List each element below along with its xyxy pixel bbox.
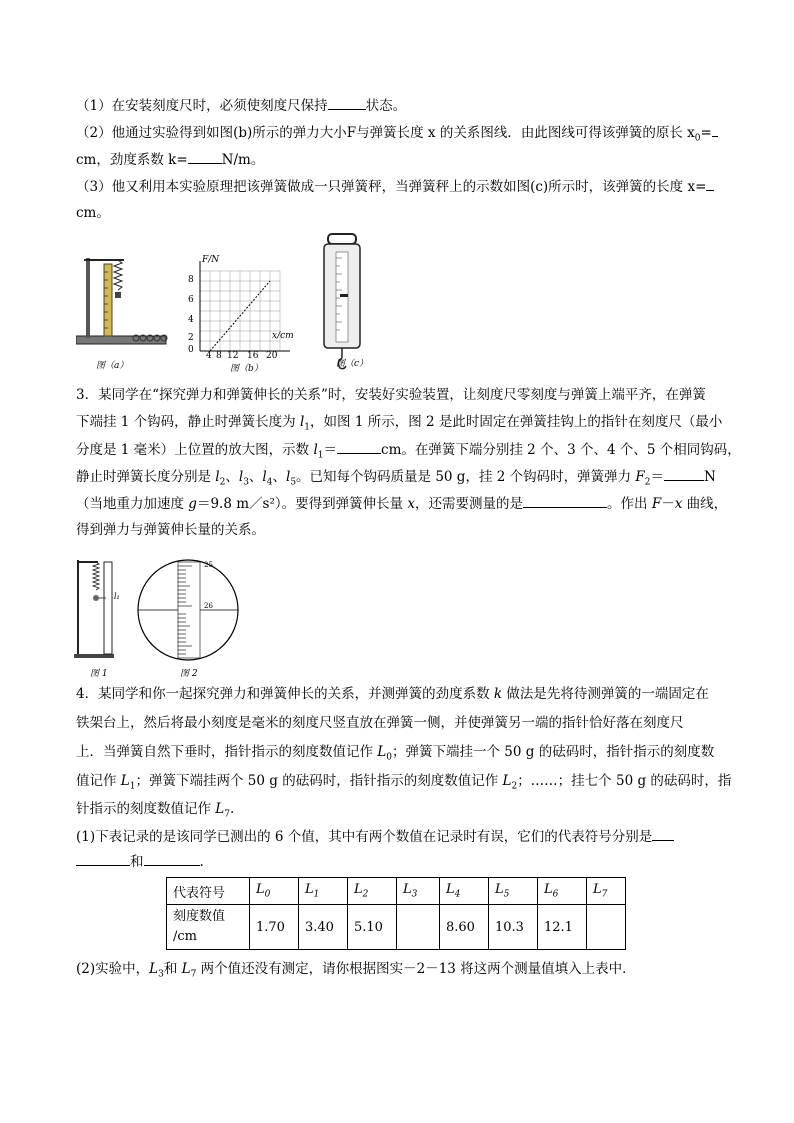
table-row [167, 878, 626, 905]
q3-line5: （当地重力加速度 g＝9.8 m／s²）。要得到弹簧伸长量 x，还需要测量的是 。作出 F－x 曲线， [76, 496, 728, 512]
figure-2-caption: 图 2 [180, 669, 198, 679]
ytick: 8 [188, 275, 194, 285]
table-row [167, 905, 626, 950]
answer-blank[interactable] [337, 440, 381, 454]
q3-line6: 得到弹力与弹簧伸长量的关系。 [76, 522, 265, 538]
scale-upper-label: 25 [204, 561, 213, 569]
answer-blank[interactable] [706, 177, 714, 191]
answer-blank[interactable] [188, 150, 222, 164]
xtick: 8 [216, 351, 222, 361]
table-symbol-cell: $L_0$ [250, 878, 299, 905]
q4-line2: 铁架台上，然后将最小刻度是毫米的刻度尺竖直放在弹簧一侧，并使弹簧另一端的指针恰好落在刻度尺 [76, 715, 684, 731]
ytick: 4 [188, 315, 194, 325]
table-symbol-cell: $L_2$ [348, 878, 397, 905]
table-value-cell: 1.70 [250, 905, 299, 950]
q2-part3-cont: cm。 [76, 205, 110, 221]
table-value-cell: 5.10 [348, 905, 397, 950]
figure-1-apparatus [74, 558, 124, 679]
answer-blank[interactable] [328, 96, 366, 110]
q3-line4: 静止时弹簧长度分别是 $l_2$、$l_3$、$l_4$、$l_5$。已知每个钩码质量是 50 g，挂 2 个钩码时，弹簧弹力 $F_2= N$ [76, 469, 716, 488]
figure-a-stand [76, 250, 176, 370]
q4-line8: (2)实验中，$L_3$和 $L_7$ 两个值还没有测定，请你根据图实－2－13 将这两个测量值填入上表中． [76, 961, 636, 980]
table-header-cell: 代表符号 [167, 878, 250, 905]
graph-ylabel: F/N [202, 255, 220, 265]
table-symbol-cell: $L_1$ [299, 878, 348, 905]
figure-1-caption: 图 1 [90, 669, 108, 679]
q2-part3: （3）他又利用本实验原理把该弹簧做成一只弹簧秤，当弹簧秤上的示数如图(c)所示时，该弹簧的长度 x= [76, 177, 714, 196]
figure-a-caption: 图（a） [96, 361, 129, 371]
table-value-cell: 12.1 [538, 905, 587, 950]
table-value-cell: 3.40 [299, 905, 348, 950]
ytick: 2 [188, 333, 194, 343]
xtick: 16 [247, 351, 259, 361]
table-symbol-cell: $L_4$ [440, 878, 489, 905]
q3-line1: 3．某同学在“探究弹力和弹簧伸长的关系”时，安装好实验装置，让刻度尺零刻度与弹簧上端平齐，在弹簧 [76, 387, 706, 403]
answer-blank[interactable] [144, 852, 200, 866]
q4-line7: 和 . [76, 852, 204, 871]
q4-line3: 上．当弹簧自然下垂时，指针指示的刻度数值记作 $L_0$；弹簧下端挂一个 50 g 的砝码时，指针指示的刻度数 [76, 744, 715, 763]
table-value-cell: 10.3 [489, 905, 538, 950]
q2-part1: （1）在安装刻度尺时，必须使刻度尺保持 状态。 [76, 98, 407, 114]
record-table [166, 877, 626, 950]
table-symbol-cell: $L_3$ [397, 878, 440, 905]
graph-xlabel: x/cm [272, 331, 294, 341]
figure-b-graph [180, 255, 300, 374]
ytick: 6 [188, 295, 194, 305]
q2-part2-cont: cm，劲度系数 k= N/m。 [76, 152, 265, 168]
table-symbol-cell: $L_5$ [489, 878, 538, 905]
q4-line5: 针指示的刻度数值记作 $L_7$. [76, 801, 235, 820]
table-value-cell[interactable] [397, 905, 440, 950]
q4-line1: 4．某同学和你一起探究弹力和弹簧伸长的关系，并测弹簧的劲度系数 k 做法是先将待测弹簧的一端固定在 [76, 686, 709, 702]
table-value-cell[interactable] [587, 905, 626, 950]
ytick: 0 [188, 345, 194, 355]
q3-line3: 分度是 1 毫米）上位置的放大图，示数 $l_1=$ cm。在弹簧下端分别挂 2 个、3 个、4 个、5 个相同钩码， [76, 442, 741, 461]
figure-2-magnified-scale [136, 558, 240, 679]
q3-line2: 下端挂 1 个钩码，静止时弹簧长度为 $l_1$，如图 1 所示，图 2 是此时固定在弹簧挂钩上的指针在刻度尺（最小 [76, 414, 723, 433]
q4-line4: 值记作 $L_1$；弹簧下端挂两个 50 g 的砝码时，指针指示的刻度数值记作 $L_2$；……；挂七个 50 g 的砝码时，指 [76, 773, 732, 792]
answer-blank[interactable] [652, 827, 674, 841]
table-symbol-cell: $L_7$ [587, 878, 626, 905]
xtick: 12 [227, 351, 239, 361]
figure-c-caption: 图（c） [336, 359, 369, 369]
table-row-label: 刻度数值 /cm [167, 905, 250, 950]
xtick: 20 [266, 351, 278, 361]
figure-c-spring-scale [318, 232, 369, 372]
answer-blank[interactable] [664, 467, 704, 481]
scale-lower-label: 26 [204, 602, 213, 610]
q2-part2: （2）他通过实验得到如图(b)所示的弹力大小F与弹簧长度 x 的关系图线．由此图线可得该弹簧的原长 $x_0=$ [76, 123, 718, 148]
q4-line6: (1)下表记录的是该同学已测出的 6 个值，其中有两个数值在记录时有误，它们的代表符号分别是 [76, 827, 674, 846]
figure-b-caption: 图（b） [230, 364, 263, 374]
answer-blank[interactable] [712, 123, 718, 137]
figure-1-label: l₁ [114, 592, 120, 601]
xtick: 4 [206, 351, 212, 361]
table-symbol-cell: $L_6$ [538, 878, 587, 905]
answer-blank[interactable] [523, 494, 607, 508]
answer-blank[interactable] [76, 852, 130, 866]
table-value-cell: 8.60 [440, 905, 489, 950]
